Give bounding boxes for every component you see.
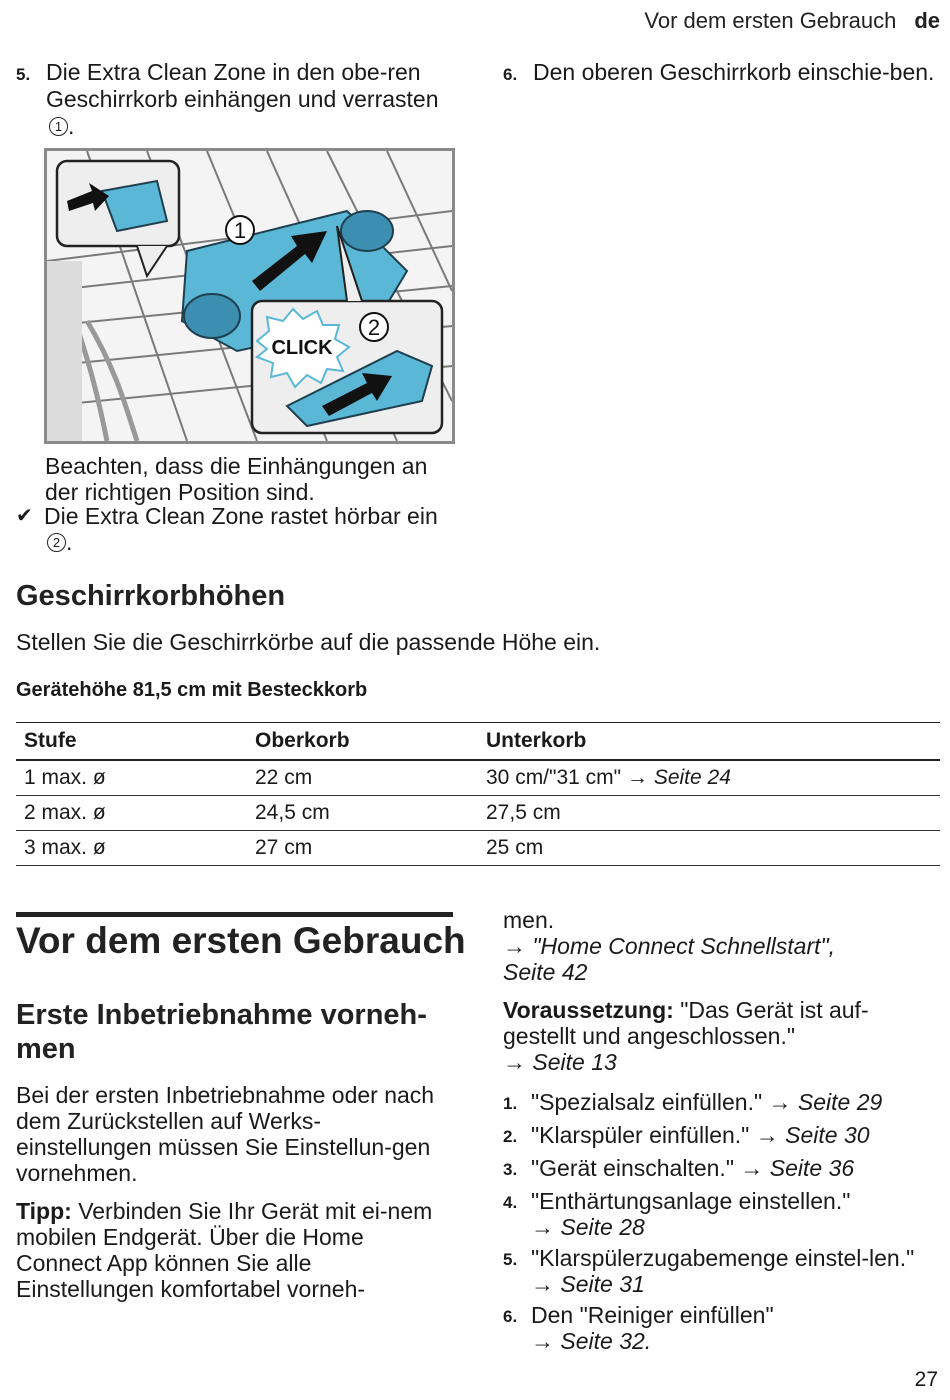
- position-note: Beachten, dass die Einhängungen an der richtigen Position sind.: [45, 453, 428, 505]
- cell-stufe: 1 max. ø: [16, 760, 247, 796]
- arrow-icon: →: [503, 1049, 526, 1075]
- col-stufe: Stufe: [16, 723, 247, 761]
- tip-label: Tipp:: [16, 1198, 72, 1224]
- cell-unter-value: 30 cm/"31 cm": [486, 766, 622, 789]
- header-lang: de: [914, 8, 940, 33]
- list-item: [503, 1155, 933, 1183]
- link-page: Seite 42: [503, 959, 588, 985]
- step-number: 5.: [16, 65, 31, 84]
- header-section: Vor dem ersten Gebrauch: [644, 8, 897, 33]
- arrow-icon: →: [531, 1328, 554, 1354]
- cell-ober: 27 cm: [247, 831, 478, 866]
- list-item: [503, 1188, 933, 1240]
- table-row: [16, 796, 940, 831]
- cell-unter: [478, 760, 940, 796]
- list-item: [503, 1302, 933, 1354]
- arrow-icon: →: [626, 766, 648, 789]
- page-link[interactable]: Seite 28: [560, 1214, 645, 1240]
- chapter-rule: [16, 912, 453, 917]
- callout-1: 1: [233, 218, 247, 243]
- page-link[interactable]: Seite 36: [769, 1155, 855, 1181]
- page-link[interactable]: Seite 30: [785, 1122, 870, 1148]
- step-number: 5.: [503, 1250, 518, 1269]
- step-text: "Spezialsalz einfüllen.": [531, 1089, 763, 1115]
- step-text: "Klarspüler einfüllen.": [531, 1122, 750, 1148]
- col-unterkorb: Unterkorb: [478, 723, 940, 761]
- arrow-icon: →: [768, 1089, 792, 1115]
- prereq-label: Voraussetzung:: [503, 997, 674, 1023]
- geschirr-heading: Geschirrkorbhöhen: [16, 580, 286, 612]
- step-5: [16, 59, 446, 140]
- arrow-icon: →: [740, 1155, 764, 1181]
- geschirr-intro: Stellen Sie die Geschirrkörbe auf die passende Höhe ein.: [16, 629, 601, 655]
- right-column: [503, 907, 933, 1359]
- continued-text: men.: [503, 907, 555, 933]
- step-number: 4.: [503, 1193, 518, 1212]
- intro-paragraph: Bei der ersten Inbetriebnahme oder nach dem Zurückstellen auf Werks-einstellungen müssen Sie Einstellun-gen vornehmen.: [16, 1082, 435, 1186]
- extra-clean-zone-figure: [44, 148, 455, 444]
- list-item: [503, 1245, 933, 1297]
- step-text: Den "Reiniger einfüllen": [531, 1302, 774, 1328]
- sub-heading-line2: men: [16, 1033, 76, 1065]
- prerequisite: [503, 997, 933, 1075]
- cell-stufe: 3 max. ø: [16, 831, 247, 866]
- home-connect-link[interactable]: [503, 933, 933, 985]
- arrow-icon: →: [531, 1271, 554, 1297]
- chapter-heading: [16, 920, 466, 962]
- result-text: Die Extra Clean Zone rastet hörbar ein 2 .: [44, 503, 438, 555]
- table-row: [16, 760, 940, 796]
- cell-unter: 27,5 cm: [478, 796, 940, 831]
- height-table: [16, 722, 940, 866]
- result-text-main: Die Extra Clean Zone rastet hörbar ein: [44, 503, 438, 529]
- cell-unter: 25 cm: [478, 831, 940, 866]
- sub-heading-line1: Erste Inbetriebnahme vorneh-: [16, 999, 427, 1031]
- cell-ober: 22 cm: [247, 760, 478, 796]
- cell-stufe: 2 max. ø: [16, 796, 247, 831]
- section-heading: [16, 580, 285, 613]
- marker-2: 2: [47, 533, 66, 552]
- page-link[interactable]: Seite 32.: [560, 1328, 652, 1354]
- callout-2: 2: [367, 315, 381, 340]
- prereq-text: "Das Gerät ist auf-gestellt und angeschlossen.": [503, 997, 869, 1049]
- checkmark-icon: ✔: [16, 505, 33, 527]
- tip-paragraph: [16, 1198, 441, 1302]
- arrow-icon: →: [531, 1214, 554, 1240]
- marker-1: 1: [49, 117, 68, 136]
- step-number: 2.: [503, 1127, 518, 1146]
- running-header: [644, 8, 940, 34]
- basket-illustration: [47, 151, 452, 441]
- inset-top-left: [57, 161, 179, 276]
- page-link[interactable]: Seite 24: [653, 766, 731, 789]
- setup-steps: [503, 1089, 933, 1354]
- page-number: 27: [914, 1368, 938, 1391]
- arrow-icon: →: [755, 1122, 779, 1148]
- list-item: [503, 1122, 933, 1150]
- step-number: 3.: [503, 1160, 518, 1179]
- link-text: "Home Connect Schnellstart",: [532, 933, 836, 959]
- col-oberkorb: Oberkorb: [247, 723, 478, 761]
- cell-ober: 24,5 cm: [247, 796, 478, 831]
- step-text: "Enthärtungsanlage einstellen.": [531, 1188, 851, 1214]
- step-text: "Klarspülerzugabemenge einstel-len.": [531, 1245, 915, 1271]
- step-text: "Gerät einschalten.": [531, 1155, 734, 1181]
- step-number: 6.: [503, 65, 518, 84]
- table-header-row: [16, 723, 940, 761]
- sub-heading: [16, 998, 456, 1066]
- step-6-text: Den oberen Geschirrkorb einschie-ben.: [533, 59, 935, 85]
- arrow-icon: →: [503, 933, 526, 959]
- list-item: [503, 1089, 933, 1117]
- tip-text: Verbinden Sie Ihr Gerät mit ei-nem mobilen Endgerät. Über die Home Connect App können Sie alle Einstellungen komfortabel vorneh-: [16, 1198, 433, 1302]
- table-row: [16, 831, 940, 866]
- step-5-text: Die Extra Clean Zone in den obe-ren Geschirrkorb einhängen und verrasten: [46, 59, 439, 112]
- result-line: [16, 503, 456, 555]
- prereq-page-link[interactable]: Seite 13: [532, 1049, 617, 1075]
- step-number: 6.: [503, 1307, 518, 1326]
- step-6: [503, 59, 943, 88]
- side-panel: [47, 261, 82, 441]
- chapter-title: Vor dem ersten Gebrauch: [16, 920, 466, 961]
- page-link[interactable]: Seite 31: [560, 1271, 645, 1297]
- click-label: CLICK: [271, 337, 333, 359]
- step-text: Die Extra Clean Zone in den obe-ren Geschirrkorb einhängen und verrasten 1 .: [46, 59, 439, 139]
- step-number: 1.: [503, 1094, 518, 1113]
- table-title: Gerätehöhe 81,5 cm mit Besteckkorb: [16, 679, 368, 701]
- page-link[interactable]: Seite 29: [797, 1089, 883, 1115]
